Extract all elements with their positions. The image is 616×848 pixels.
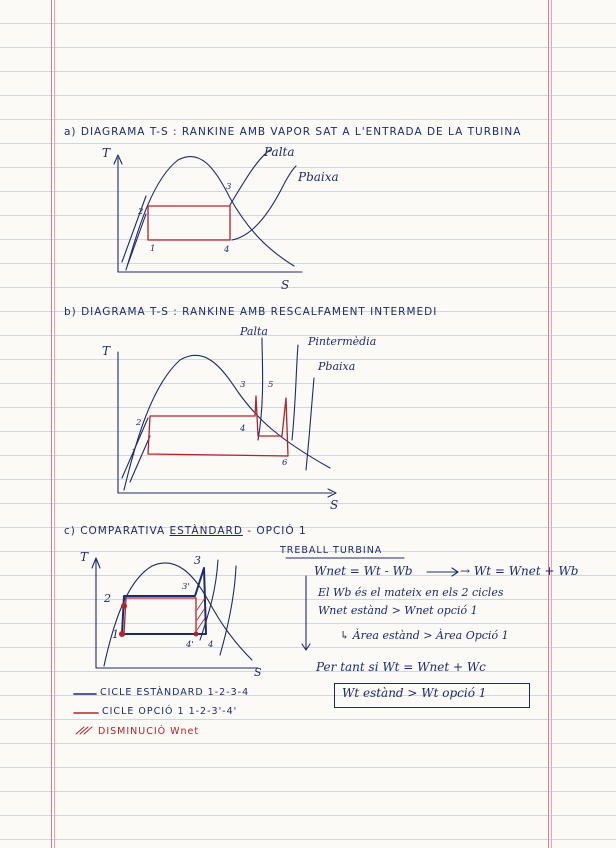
diagram-b-point-5: 5 bbox=[268, 380, 274, 390]
diagram-c-p-low bbox=[220, 566, 236, 655]
diagram-c-t-label: T bbox=[80, 550, 89, 564]
diagram-b-p-low-label: Pbaixa bbox=[318, 360, 356, 373]
diagram-a-t-label: T bbox=[102, 146, 111, 160]
diagram-b-p-high bbox=[258, 338, 263, 440]
diagram-c-dots bbox=[119, 603, 199, 637]
diagram-a-point-4: 4 bbox=[224, 245, 230, 255]
diagram-b-sketch bbox=[118, 338, 336, 497]
notes-line1b: → Wt = Wnet + Wb bbox=[460, 564, 579, 578]
notes-line1: Wnet = Wt - Wb bbox=[314, 564, 413, 578]
notes-boxed-text: Wt estànd > Wt opció 1 bbox=[342, 686, 487, 700]
diagram-c-point-3: 3 bbox=[194, 554, 201, 567]
diagram-a-p-low-label: Pbaixa bbox=[298, 170, 339, 184]
heading-c-suffix: - OPCIÓ 1 bbox=[247, 525, 307, 537]
heading-c bbox=[64, 525, 307, 537]
diagram-a-cycle bbox=[148, 206, 230, 240]
diagram-b-point-4: 4 bbox=[240, 424, 246, 434]
diagram-b-cycle bbox=[148, 396, 288, 456]
diagram-c-s-label: S bbox=[254, 666, 262, 679]
diagram-a-s-label: S bbox=[281, 278, 290, 292]
diagram-b-s-label: S bbox=[330, 498, 339, 512]
diagram-b-point-2: 2 bbox=[136, 418, 142, 428]
notes-line5: Per tant si Wt = Wnet + Wc bbox=[316, 660, 486, 674]
diagram-a-hatch1 bbox=[122, 196, 146, 262]
heading-b: b) DIAGRAMA T-S : RANKINE AMB RESCALFAMENT INTERMEDI bbox=[64, 306, 438, 318]
legend-standard: CICLE ESTÀNDARD 1-2-3-4 bbox=[100, 687, 250, 698]
diagram-c-area-hatch bbox=[197, 598, 205, 630]
notes-line4: ↳ Àrea estànd > Àrea Opció 1 bbox=[340, 629, 509, 642]
diagram-c-point-1: 1 bbox=[112, 628, 119, 641]
heading-c-prefix: c) COMPARATIVA bbox=[64, 525, 166, 537]
diagram-b-p-mid bbox=[292, 345, 298, 440]
diagram-c-point-3prime: 3' bbox=[182, 582, 190, 592]
diagram-b-point-6: 6 bbox=[282, 458, 288, 468]
diagram-c-point-4prime: 4' bbox=[186, 640, 194, 650]
diagram-b-point-1: 1 bbox=[131, 448, 137, 458]
heading-a: a) DIAGRAMA T-S : RANKINE AMB VAPOR SAT A L'ENTRADA DE LA TURBINA bbox=[64, 126, 522, 138]
legend-option: CICLE OPCIÓ 1 1-2-3'-4' bbox=[102, 706, 238, 717]
legend-area: DISMINUCIÓ Wnet bbox=[98, 726, 200, 737]
diagram-c-point-4: 4 bbox=[208, 640, 214, 650]
diagram-a-point-3: 3 bbox=[226, 182, 232, 192]
diagram-a-point-2: 2 bbox=[138, 207, 144, 217]
diagram-c-axes bbox=[96, 560, 258, 668]
diagram-c-option-cycle bbox=[124, 598, 196, 634]
diagram-b-point-3: 3 bbox=[240, 380, 246, 390]
heading-c-underlined: ESTÀNDARD bbox=[169, 525, 243, 537]
notes-title: TREBALL TURBINA bbox=[280, 545, 383, 556]
notes-line2: El Wb és el mateix en els 2 cicles bbox=[318, 586, 504, 599]
diagram-c-sketch bbox=[92, 558, 258, 668]
notes-line3: Wnet estànd > Wnet opció 1 bbox=[318, 604, 478, 617]
diagram-b-p-high-label: Palta bbox=[240, 325, 268, 338]
diagram-b-dome bbox=[124, 355, 330, 490]
diagram-b-hatch2 bbox=[130, 436, 150, 482]
diagram-a-p-high-label: Palta bbox=[264, 145, 295, 159]
diagram-a-p-low bbox=[232, 166, 296, 240]
diagram-c-point-2: 2 bbox=[104, 592, 111, 605]
diagram-b-t-label: T bbox=[102, 344, 111, 358]
legend-strokes bbox=[74, 694, 98, 734]
diagram-a-point-1: 1 bbox=[150, 244, 156, 254]
diagram-b-p-mid-label: Pintermèdia bbox=[308, 335, 377, 348]
